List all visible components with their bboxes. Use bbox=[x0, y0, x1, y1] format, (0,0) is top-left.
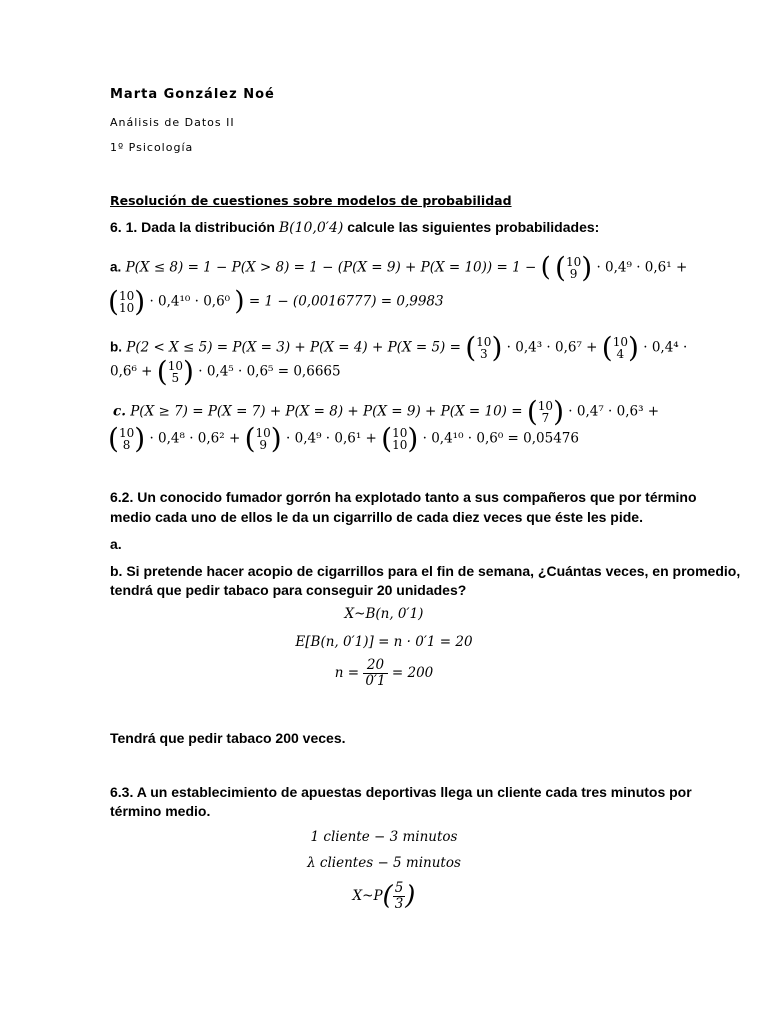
q61-trail: calcule las siguientes probabilidades: bbox=[347, 219, 600, 235]
q62-eq3 bbox=[0, 658, 768, 689]
author-name: Marta González Noé bbox=[110, 87, 275, 102]
q62-eq3-rhs: = 200 bbox=[391, 665, 434, 681]
q61-a-line1 bbox=[110, 251, 688, 284]
binom-10-7: ( 10 7 ) bbox=[526, 395, 564, 428]
binom-10-9-c: ( 10 9 ) bbox=[244, 422, 282, 455]
close-paren: ) bbox=[234, 286, 245, 317]
q63-eq3 bbox=[0, 881, 768, 912]
binom-10-10-c: ( 10 10 ) bbox=[381, 422, 419, 455]
q61-c-t1: · 0,4⁷ · 0,6³ + bbox=[568, 403, 660, 420]
binom-10-9: ( 10 9 ) bbox=[555, 251, 593, 284]
question-6-1 bbox=[110, 219, 599, 236]
year-label: 1º Psicología bbox=[110, 141, 194, 154]
q61-b-label: b. bbox=[110, 339, 122, 355]
binom-10-10: ( 10 10 ) bbox=[108, 285, 146, 318]
q61-c-expr: P(X ≥ 7) = P(X = 7) + P(X = 8) + P(X = 9) + P(X = 10) = bbox=[130, 403, 523, 420]
q61-a-label: a. bbox=[110, 259, 122, 275]
course-name: Análisis de Datos II bbox=[110, 116, 235, 129]
binom-10-3: ( 10 3 ) bbox=[465, 331, 503, 364]
q63-line2: término medio. bbox=[110, 803, 211, 819]
q62-b-line2: tendrá que pedir tabaco para conseguir 20 unidades? bbox=[110, 582, 467, 598]
binom-10-8: ( 10 8 ) bbox=[108, 422, 146, 455]
q61-c-line2 bbox=[108, 422, 579, 455]
q61-c-label: c. bbox=[113, 403, 126, 420]
q62-eq1: X~B(n, 0′1) bbox=[344, 606, 424, 622]
q61-dist: B(10,0′4) bbox=[278, 220, 344, 236]
q63-line1: 6.3. A un establecimiento de apuestas deportivas llega un cliente cada tres minutos por bbox=[110, 784, 692, 800]
q62-eq3-lhs: n = bbox=[334, 665, 360, 681]
q62-b-line1: b. Si pretende hacer acopio de cigarrillos para el fin de semana, ¿Cuántas veces, en promedio, bbox=[110, 563, 741, 579]
q61-a-result: = 1 − (0,0016777) = 0,9983 bbox=[248, 293, 444, 310]
q61-a-tail1: · 0,4⁹ · 0,6¹ + bbox=[596, 259, 688, 276]
q61-b-line2 bbox=[110, 355, 341, 388]
q61-prefix: 6. 1. bbox=[110, 219, 138, 235]
q62-eq3-fraction: $\frac{20}{0'1}$ bbox=[365, 657, 386, 689]
q63-eq3-lhs: X~P bbox=[352, 888, 383, 904]
q61-b-head2: 0,6⁶ + bbox=[110, 363, 153, 380]
q62-answer: Tendrá que pedir tabaco 200 veces. bbox=[110, 730, 346, 746]
q61-c-t4: · 0,4¹⁰ · 0,6⁰ = 0,05476 bbox=[422, 430, 579, 447]
open-paren: ( bbox=[540, 252, 551, 283]
q62-line1: 6.2. Un conocido fumador gorrón ha explotado tanto a sus compañeros que por término bbox=[110, 489, 697, 505]
open-paren: ( bbox=[382, 881, 393, 911]
q62-eq2: E[B(n, 0′1)] = n · 0′1 = 20 bbox=[295, 634, 473, 650]
document-title: Resolución de cuestiones sobre modelos de probabilidad bbox=[110, 193, 512, 208]
q61-c-t3: · 0,4⁹ · 0,6¹ + bbox=[286, 430, 377, 447]
q61-c-t2: · 0,4⁸ · 0,6² + bbox=[149, 430, 241, 447]
q61-a-line2 bbox=[108, 285, 444, 318]
q61-b-tail2: · 0,4⁵ · 0,6⁵ = 0,6665 bbox=[198, 363, 341, 380]
q61-b-t1: · 0,4³ · 0,6⁷ + bbox=[506, 339, 598, 356]
q63-eq3-fraction: $\frac{5}{3}$ bbox=[394, 880, 404, 912]
q61-lead: Dada la distribución bbox=[141, 219, 275, 235]
close-paren: ) bbox=[405, 881, 416, 911]
q61-a-expr: P(X ≤ 8) = 1 − P(X > 8) = 1 − (P(X = 9) + P(X = 10)) = 1 − bbox=[125, 259, 537, 276]
q61-b-expr: P(2 < X ≤ 5) = P(X = 3) + P(X = 4) + P(X = 5) = bbox=[126, 339, 461, 356]
q61-b-t2: · 0,4⁴ · bbox=[643, 339, 688, 356]
binom-10-5: ( 10 5 ) bbox=[156, 355, 194, 388]
q62-a-label: a. bbox=[110, 536, 122, 552]
q61-a-tail2: · 0,4¹⁰ · 0,6⁰ bbox=[149, 293, 231, 310]
binom-10-4: ( 10 4 ) bbox=[601, 331, 639, 364]
q62-line2: medio cada uno de ellos le da un cigarrillo de cada diez veces que éste les pide. bbox=[110, 509, 643, 525]
q63-eq2: λ clientes − 5 minutos bbox=[307, 855, 461, 871]
q63-eq1: 1 cliente − 3 minutos bbox=[310, 829, 458, 845]
